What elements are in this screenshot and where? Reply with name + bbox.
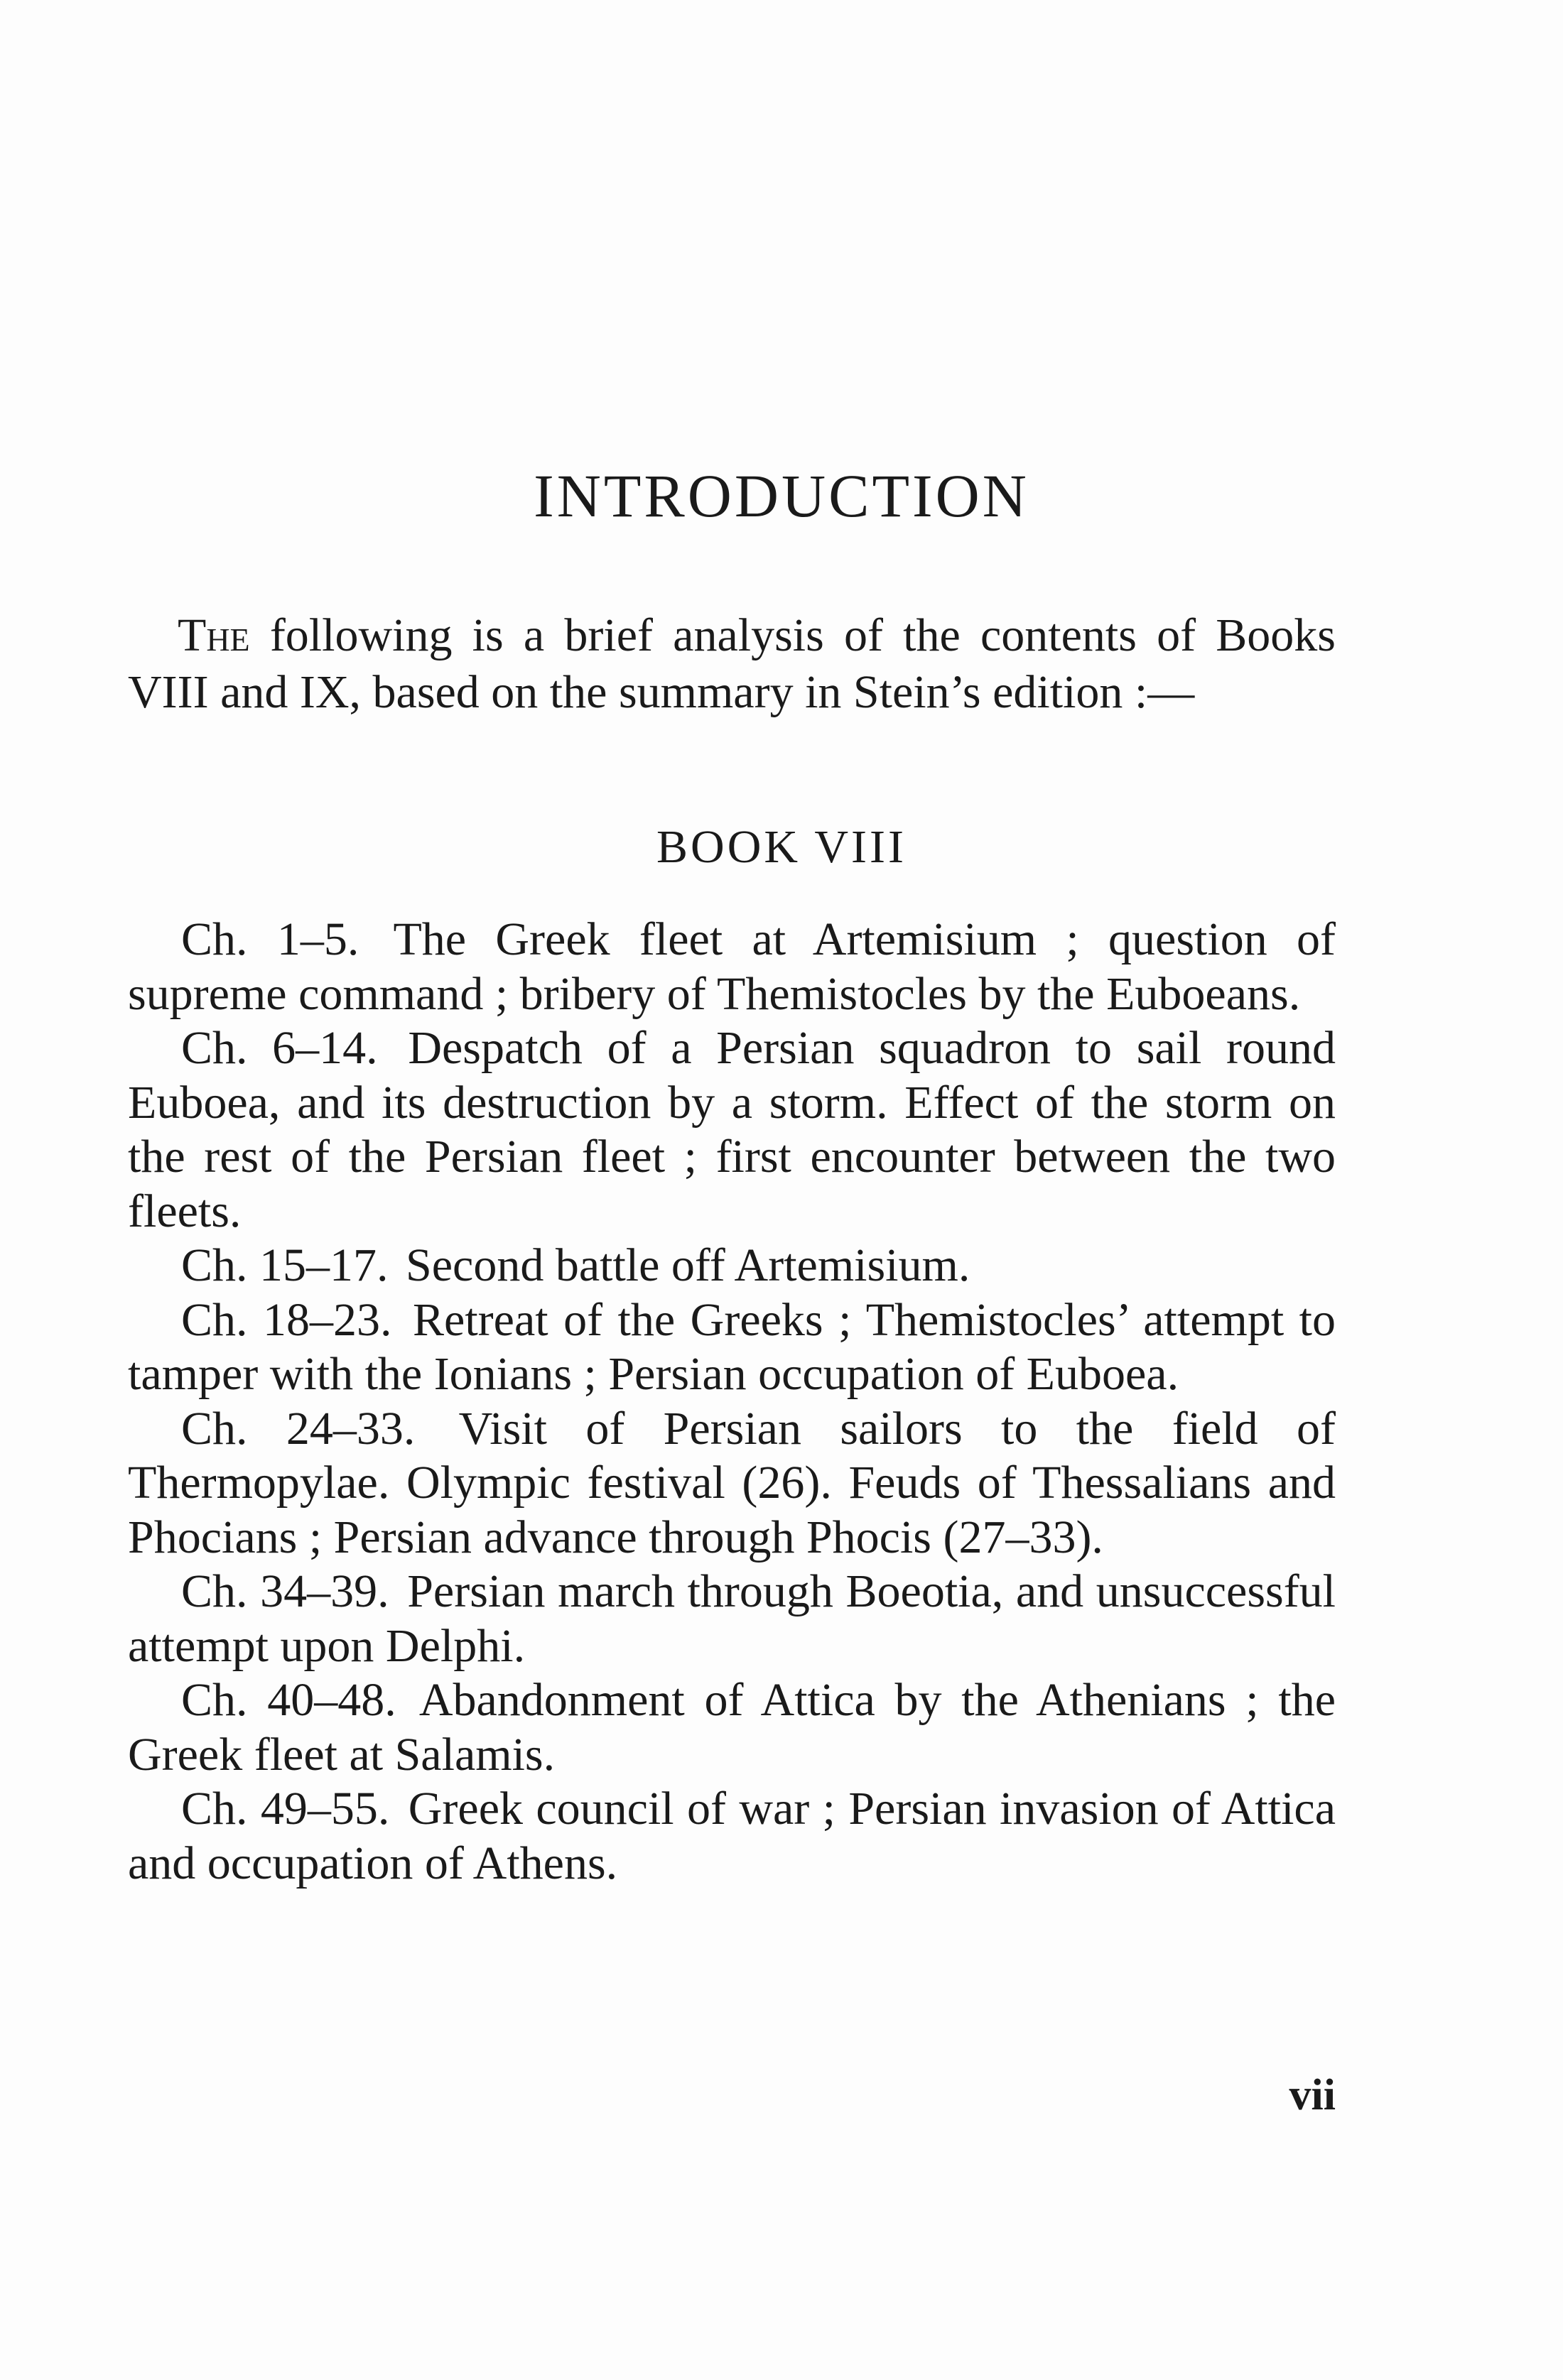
chapter-entry — [128, 1782, 1336, 1891]
chapter-range: Ch. 15–17. — [181, 1239, 389, 1291]
chapter-range: Ch. 6–14. — [181, 1022, 378, 1074]
chapter-range: Ch. 1–5. — [181, 913, 359, 965]
chapter-range: Ch. 34–39. — [181, 1565, 389, 1617]
chapter-range: Ch. 40–48. — [181, 1674, 396, 1726]
chapter-summary: The Greek fleet at Artemisium ; question of supreme command ; bribery of Themistocles by the Euboeans. — [128, 913, 1336, 1020]
intro-paragraph — [128, 607, 1336, 721]
chapter-entry — [128, 1293, 1336, 1402]
chapter-range: Ch. 24–33. — [181, 1402, 416, 1455]
chapter-summary: Visit of Persian sailors to the field of Thermopylae. Olympic festival (26). Feuds of Thessalians and Phocians ; Persian advance through Phocis (27–33). — [128, 1402, 1336, 1563]
chapter-summary: Greek council of war ; Persian invasion of Attica and occupation of Athens. — [128, 1783, 1336, 1889]
chapter-range: Ch. 18–23. — [181, 1293, 392, 1346]
chapter-summary: Retreat of the Greeks ; Themistocles’ attempt to tamper with the Ionians ; Persian occupation of Euboea. — [128, 1293, 1336, 1400]
chapter-entry — [128, 1565, 1336, 1673]
intro-lead-word: The — [178, 609, 250, 661]
chapter-entry — [128, 1402, 1336, 1565]
chapter-entry — [128, 1239, 1336, 1293]
intro-text: following is a brief analysis of the contents of Books VIII and IX, based on the summary in Stein’s edition :— — [128, 609, 1336, 718]
chapter-range: Ch. 49–55. — [181, 1783, 390, 1835]
chapter-entry — [128, 1021, 1336, 1239]
chapter-summary: Abandonment of Attica by the Athenians ; the Greek fleet at Salamis. — [128, 1674, 1336, 1781]
chapter-entry — [128, 1673, 1336, 1782]
chapter-summary-list — [128, 913, 1336, 1891]
chapter-summary: Despatch of a Persian squadron to sail round Euboea, and its destruction by a storm. Effect of the storm on the rest of the Persian fleet ; first encounter between the two fleets. — [128, 1022, 1336, 1237]
book-heading: BOOK VIII — [656, 821, 907, 873]
chapter-summary: Persian march through Boeotia, and unsuccessful attempt upon Delphi. — [128, 1565, 1336, 1672]
chapter-summary: Second battle off Artemisium. — [406, 1239, 970, 1291]
page-number: vii — [1289, 2071, 1336, 2119]
page-title: INTRODUCTION — [534, 462, 1029, 530]
chapter-entry — [128, 913, 1336, 1021]
